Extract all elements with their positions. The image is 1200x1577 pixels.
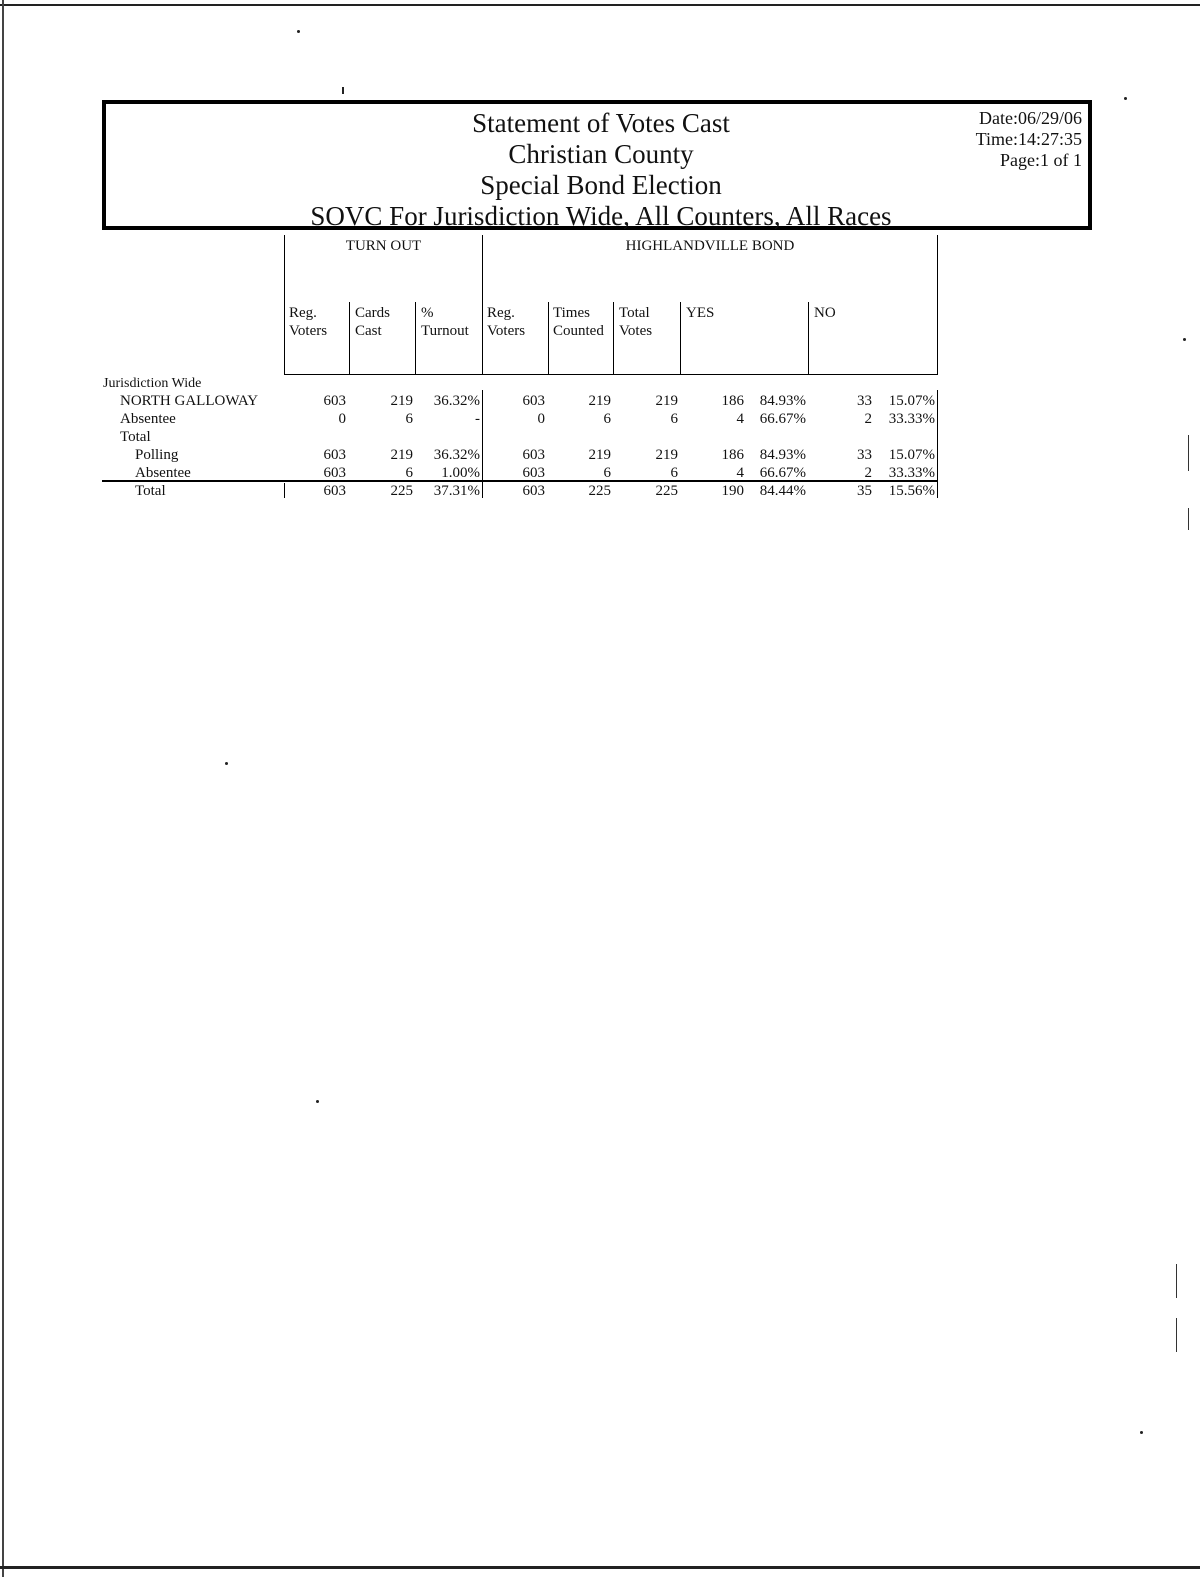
- row-label: Absentee: [135, 465, 191, 481]
- cell-reg2: 603: [522, 393, 545, 409]
- row-label: NORTH GALLOWAY: [120, 393, 259, 409]
- cell-no-pct: 33.33%: [888, 465, 935, 481]
- cell-yes: 190: [721, 483, 744, 499]
- cell-yes: 4: [736, 411, 744, 427]
- cell-cards: 6: [405, 411, 413, 427]
- scan-speck: [1183, 338, 1186, 341]
- cell-pct: 1.00%: [441, 465, 480, 481]
- cell-times: 6: [603, 465, 611, 481]
- col-cards-cast: Cards Cast: [355, 305, 390, 339]
- col-divider: [680, 302, 681, 375]
- cell-reg2: 603: [522, 483, 545, 499]
- scan-mark: [1176, 1318, 1177, 1352]
- cell-pct: 37.31%: [433, 483, 480, 499]
- cell-times: 219: [588, 447, 611, 463]
- cell-yes-pct: 66.67%: [759, 465, 806, 481]
- scan-mark: [1188, 508, 1189, 530]
- cell-total: 6: [670, 411, 678, 427]
- scan-speck: [342, 87, 344, 94]
- col-yes: YES: [686, 305, 715, 321]
- cell-pct: -: [475, 411, 480, 427]
- section-label: Jurisdiction Wide: [103, 376, 202, 391]
- cell-times: 6: [603, 411, 611, 427]
- col-divider: [349, 302, 350, 375]
- cell-cards: 219: [390, 447, 413, 463]
- col-divider: [284, 235, 285, 375]
- cell-pct: 36.32%: [433, 447, 480, 463]
- page-edge-top: [0, 4, 1200, 6]
- cell-no: 2: [864, 465, 872, 481]
- cell-reg: 603: [323, 465, 346, 481]
- col-total-votes: Total Votes: [619, 305, 653, 339]
- cell-reg: 0: [338, 411, 346, 427]
- row-label: Absentee: [120, 411, 176, 427]
- cell-no-pct: 15.56%: [888, 483, 935, 499]
- cell-reg: 603: [323, 447, 346, 463]
- cell-no: 33: [857, 447, 872, 463]
- header-rule: [284, 374, 938, 375]
- cell-times: 219: [588, 393, 611, 409]
- cell-total: 6: [670, 465, 678, 481]
- cell-reg: 603: [323, 483, 346, 499]
- report-title: Statement of Votes Cast: [472, 108, 730, 138]
- scan-speck: [316, 1100, 319, 1103]
- row-label: Total: [120, 429, 151, 445]
- col-divider: [482, 235, 483, 375]
- cell-yes-pct: 84.93%: [759, 393, 806, 409]
- cell-total: 225: [655, 483, 678, 499]
- cell-yes-pct: 84.93%: [759, 447, 806, 463]
- cell-cards: 219: [390, 393, 413, 409]
- col-divider: [548, 302, 549, 375]
- report-time: Time:14:27:35: [975, 129, 1082, 149]
- turnout-group-heading: TURN OUT: [345, 238, 422, 254]
- col-divider: [937, 235, 938, 375]
- report-meta: [976, 108, 1082, 171]
- cell-yes: 4: [736, 465, 744, 481]
- col-times-counted: Times Counted: [553, 305, 604, 339]
- election-name: Special Bond Election: [480, 170, 722, 200]
- bond-group-heading: HIGHLANDVILLE BOND: [625, 238, 795, 254]
- cell-total: 219: [655, 393, 678, 409]
- report-header: [102, 100, 1092, 230]
- cell-no: 35: [857, 483, 872, 499]
- col-reg-voters: Reg. Voters: [289, 305, 328, 339]
- cell-no-pct: 15.07%: [888, 393, 935, 409]
- report-page: Page:1 of 1: [1000, 150, 1082, 170]
- row-label: Polling: [135, 447, 179, 463]
- scan-mark: [1176, 1264, 1177, 1298]
- cell-yes-pct: 84.44%: [759, 483, 806, 499]
- cell-cards: 225: [390, 483, 413, 499]
- cell-no-pct: 15.07%: [888, 447, 935, 463]
- scan-speck: [1124, 97, 1127, 100]
- cell-reg: 603: [323, 393, 346, 409]
- cell-total: 219: [655, 447, 678, 463]
- scan-speck: [297, 30, 300, 33]
- report-date: Date:06/29/06: [979, 108, 1082, 128]
- page-edge-left: [2, 0, 4, 1577]
- scan-speck: [225, 762, 228, 765]
- cell-pct: 36.32%: [433, 393, 480, 409]
- cell-reg2: 0: [537, 411, 545, 427]
- report-subtitle: SOVC For Jurisdiction Wide, All Counters, All Races: [310, 201, 892, 231]
- title-block: [106, 108, 1096, 232]
- cell-no: 2: [864, 411, 872, 427]
- cell-no: 33: [857, 393, 872, 409]
- cell-cards: 6: [405, 465, 413, 481]
- scan-speck: [1140, 1431, 1143, 1434]
- cell-yes: 186: [721, 393, 744, 409]
- cell-reg2: 603: [522, 447, 545, 463]
- cell-times: 225: [588, 483, 611, 499]
- county-name: Christian County: [508, 139, 694, 169]
- col-no: NO: [814, 305, 836, 321]
- page-edge-bottom: [0, 1566, 1200, 1569]
- scan-mark: [1188, 435, 1189, 471]
- cell-yes-pct: 66.67%: [759, 411, 806, 427]
- cell-yes: 186: [721, 447, 744, 463]
- cell-no-pct: 33.33%: [888, 411, 935, 427]
- col-reg-voters-bond: Reg. Voters: [487, 305, 526, 339]
- row-label: Total: [135, 483, 166, 499]
- col-divider: [808, 302, 809, 375]
- col-divider: [415, 302, 416, 375]
- col-divider: [613, 302, 614, 375]
- cell-reg2: 603: [522, 465, 545, 481]
- col-pct-turnout: % Turnout: [421, 305, 469, 339]
